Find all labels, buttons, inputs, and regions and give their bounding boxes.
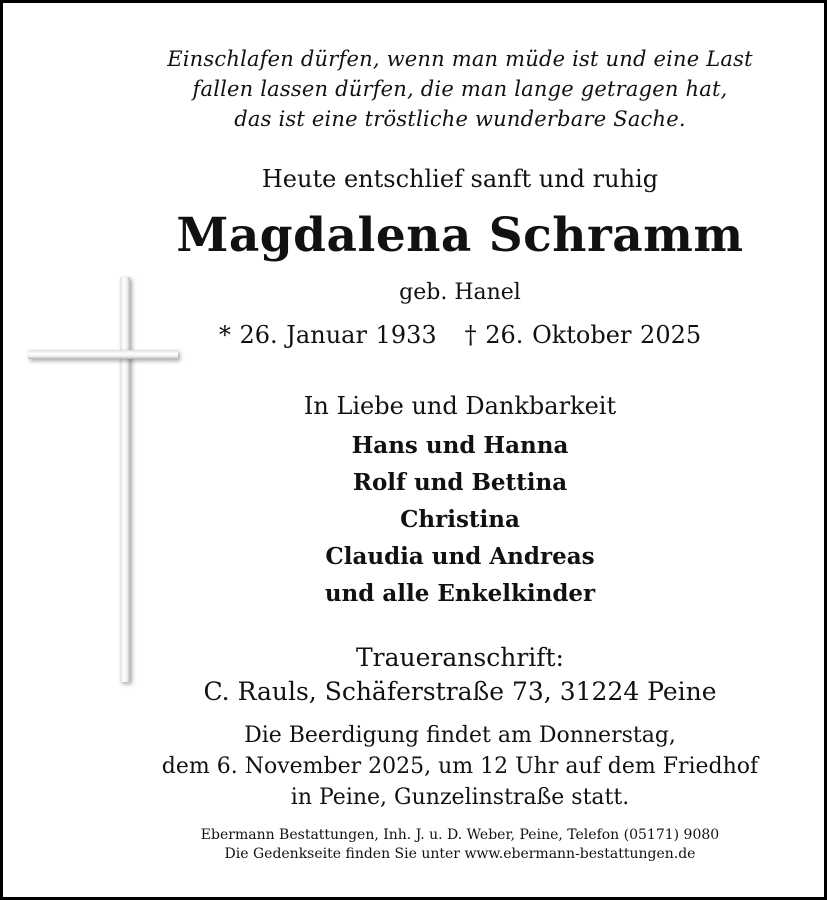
mourner-name: Hans und Hanna: [351, 432, 569, 459]
footer-line: Die Gedenkseite finden Sie unter www.ebermann-bestattungen.de: [224, 846, 696, 862]
address-line: C. Rauls, Schäferstraße 73, 31224 Peine: [203, 677, 717, 706]
mourner-name: Christina: [400, 506, 520, 533]
mourners-list: [130, 427, 790, 612]
mourner-name: Rolf und Bettina: [352, 469, 568, 496]
motto-quote: [130, 44, 790, 134]
footer-line: Ebermann Bestattungen, Inh. J. u. D. Weber, Peine, Telefon (05171) 9080: [200, 827, 720, 843]
cross-horizontal-beam: [28, 350, 178, 359]
life-dates: [130, 319, 790, 351]
funeral-info: [130, 720, 790, 813]
funeral-line: in Peine, Gunzelinstraße statt.: [290, 785, 630, 810]
motto-line: fallen lassen dürfen, die man lange getragen hat,: [192, 77, 728, 101]
death-date: † 26. Oktober 2025: [464, 321, 702, 349]
announcement-intro: Heute entschlief sanft und ruhig: [261, 165, 659, 193]
motto-line: Einschlafen dürfen, wenn man müde ist und eine Last: [167, 47, 753, 71]
motto-line: das ist eine tröstliche wunderbare Sache.: [234, 107, 686, 131]
birth-name: geb. Hanel: [399, 280, 521, 305]
mourners-intro: In Liebe und Dankbarkeit: [303, 392, 617, 420]
funeral-line: dem 6. November 2025, um 12 Uhr auf dem Friedhof: [161, 754, 759, 779]
birth-date: * 26. Januar 1933: [218, 321, 437, 349]
mourner-name: und alle Enkelkinder: [324, 580, 596, 607]
mourner-name: Claudia und Andreas: [325, 543, 595, 570]
deceased-name: Magdalena Schramm: [176, 208, 744, 263]
address-label: Traueranschrift:: [356, 643, 564, 672]
footer-info: [130, 826, 790, 864]
cross-vertical-beam: [120, 277, 130, 682]
funeral-line: Die Beerdigung findet am Donnerstag,: [244, 723, 676, 748]
